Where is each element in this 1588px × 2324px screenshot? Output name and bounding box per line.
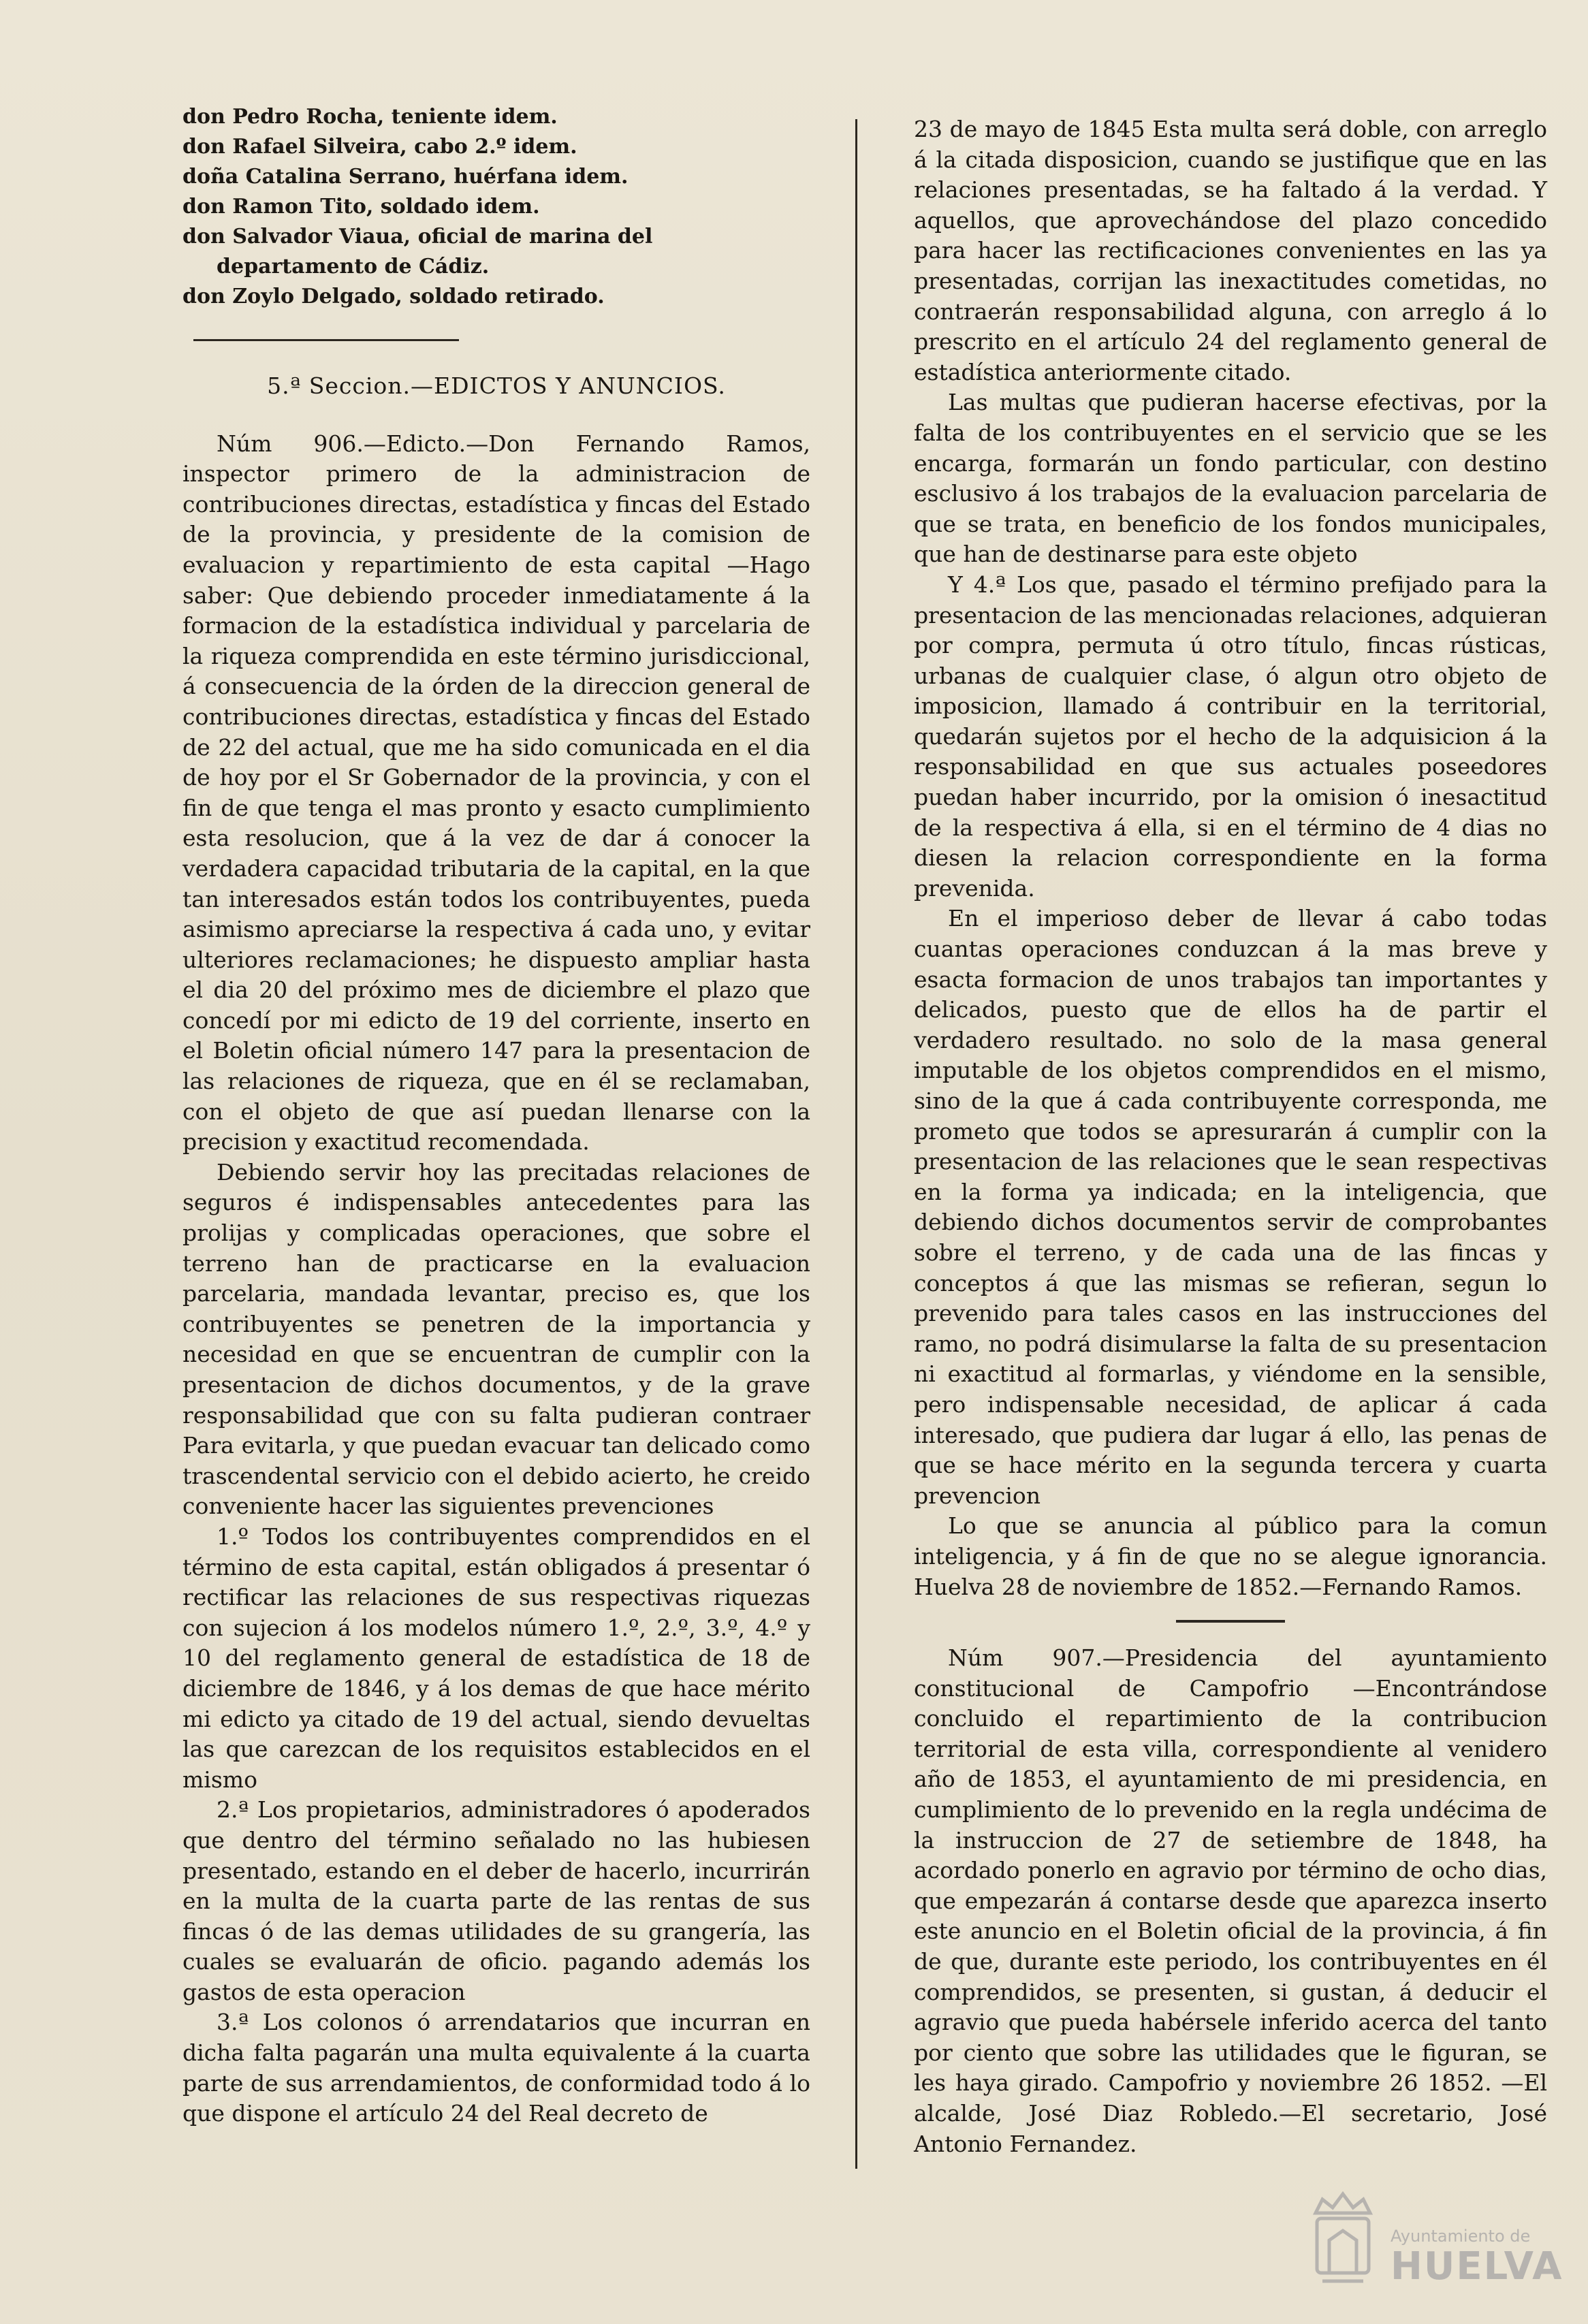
personnel-list [182,102,810,312]
column-rule [855,119,857,2169]
edict-906-paragraph: Y 4.ª Los que, pasado el término prefijado para la presentacion de las mencionadas relaciones, adquieran por compra, permuta ú otro título, fincas rústicas, urbanas de cualquier clase, ó algun otro objeto de imposicion, llamado á contribuir en la territorial, quedarán sujetos por el hecho de la adquisicion á la responsabilidad en que sus actuales poseedores puedan haber incurrido, por la omision ó inesactitud de la respectiva á ella, si en el término de 4 dias no diesen la relacion correspondiente en la forma prevenida. [914,571,1547,902]
edict-906-paragraph: En el imperioso deber de llevar á cabo todas cuantas operaciones conduzcan á la mas breve y esacta formacion de unos trabajos tan importantes y delicados, puesto que de ellos ha de partir el verdadero resultado. no solo de la masa general imputable de los objetos comprendidos en el mismo, sino de la que á cada contribuyente corresponda, me prometo que todos se apresurarán á cumplir con la presentacion de las relaciones que le sean respectivas en la forma ya indicada; en la inteligencia, que debiendo dichos documentos servir de comprobantes sobre el terreno, y de cada una de las fincas y conceptos á que las mismas se refieran, segun lo prevenido para tales casos en las instrucciones del ramo, no podrá disimularse la falta de su presentacion ni exactitud al formarlas, y viéndome en la sensible, pero indispensable necesidad, de aplicar á cada interesado, que pudiera dar lugar á ello, las penas de que se hace mérito en la segunda tercera y cuarta prevencion [914,905,1547,1509]
section-title: 5.ª Seccion.—EDICTOS Y ANUNCIOS. [267,372,726,399]
list-item: don Ramon Tito, soldado idem. [182,195,540,219]
list-item: doña Catalina Serrano, huérfana idem. [182,165,629,189]
divider [1176,1620,1285,1623]
edict-906-paragraph: 1.º Todos los contribuyentes comprendidos en el término de esta capital, están obligados á presentar ó rectificar las relaciones de sus respectivas riquezas con sujecion á los modelos número 1.º, 2.º, 3.º, 4.º y 10 del reglamento general de estadística de 18 de diciembre de 1846, y á los demas de que hace mérito mi edicto ya citado de 19 del actual, siendo devueltas las que carezcan de los requisitos establecidos en el mismo [182,1523,810,1793]
list-item: don Pedro Rocha, teniente idem. [182,105,558,129]
divider [193,339,459,341]
edict-906-closing: Lo que se anuncia al público para la comun inteligencia, y á fin de que no se alegue ignorancia. Huelva 28 de noviembre de 1852.—Fernando Ramos. [914,1512,1547,1600]
list-item: don Zoylo Delgado, soldado retirado. [182,285,605,308]
edict-906-paragraph: 23 de mayo de 1845 Esta multa será doble, con arreglo á la citada disposicion, cuando se justifique que en las relaciones presentadas, se ha faltado á la verdad. Y aquellos, que aprovechándose del plazo concedido para hacer las rectificaciones convenientes en las ya presentadas, corrijan las inexactitudes cometidas, no contraerán responsabilidad alguna, con arreglo á lo prescrito en el artículo 24 del reglamento general de estadística anteriormente citado. [914,116,1547,385]
huelva-watermark [1302,2186,1563,2295]
edict-906-paragraph: 2.ª Los propietarios, administradores ó apoderados que dentro del término señalado no las hubiesen presentado, estando en el deber de hacerlo, incurrirán en la multa de la cuarta parte de las rentas de sus fincas ó de las demas utilidades de su grangería, las cuales se evaluarán de oficio. pagando además los gastos de esta operacion [182,1796,810,2005]
left-column [182,102,810,2129]
city-crest-icon [1302,2186,1384,2288]
notice-907-paragraph: Núm 907.—Presidencia del ayuntamiento constitucional de Campofrio —Encontrándose concluido el repartimiento de la contribucion territorial de esta villa, correspondiente al venidero año de 1853, el ayuntamiento de mi presidencia, en cumplimiento de lo prevenido en la regla undécima de la instruccion de 27 de setiembre de 1848, ha acordado ponerlo en agravio por término de ocho dias, que empezarán á contarse desde que aparezca inserto este anuncio en el Boletin oficial de la provincia, á fin de que, durante este periodo, los contribuyentes en él comprendidos, se presenten, si gustan, á deducir el agravio que pueda habérsele inferido acerca del tanto por ciento que sobre las utilidades que le figuran, se les haya girado. Campofrio y noviembre 26 1852. —El alcalde, José Diaz Robledo.—El secretario, José Antonio Fernandez. [914,1644,1547,2157]
watermark-line2: HUELVA [1391,2244,1563,2289]
right-column [914,114,1547,2159]
edict-906-paragraph: Núm 906.—Edicto.—Don Fernando Ramos, inspector primero de la administracion de contribuciones directas, estadística y fincas del Estado de la provincia, y presidente de la comision de evaluacion y repartimiento de esta capital —Hago saber: Que debiendo proceder inmediatamente á la formacion de la estadística individual y parcelaria de la riqueza comprendida en este término jurisdiccional, á consecuencia de la órden de la direccion general de contribuciones directas, estadística y fincas del Estado de 22 del actual, que me ha sido comunicada en el dia de hoy por el Sr Gobernador de la provincia, y con el fin de que tenga el mas pronto y esacto cumplimiento esta resolucion, que á la vez de dar á conocer la verdadera capacidad tributaria de la capital, en la que tan interesados están todos los contribuyentes, pueda asimismo apreciarse la respectiva á cada uno, y evitar ulteriores reclamaciones; he dispuesto ampliar hasta el dia 20 del próximo mes de diciembre el plazo que concedí por mi edicto de 19 del corriente, inserto en el Boletin oficial número 147 para la presentacion de las relaciones de riqueza, que en él se reclamaban, con el objeto de que así puedan llenarse con la precision y exactitud recomendada. [182,430,810,1156]
edict-906-paragraph: 3.ª Los colonos ó arrendatarios que incurran en dicha falta pagarán una multa equivalente á la cuarta parte de sus arrendamientos, de conformidad todo á lo que dispone el artículo 24 del Real decreto de [182,2009,810,2127]
edict-906-paragraph: Las multas que pudieran hacerse efectivas, por la falta de los contribuyentes en el servicio que se les encarga, formarán un fondo particular, con destino esclusivo á los trabajos de la evaluacion parcelaria de que se trata, en beneficio de los fondos municipales, que han de destinarse para este objeto [914,389,1547,568]
edict-906-paragraph: Debiendo servir hoy las precitadas relaciones de seguros é indispensables antecedentes para las prolijas y complicadas operaciones, que sobre el terreno han de practicarse en la evaluacion parcelaria, mandada levantar, preciso es, que los contribuyentes se penetren de la importancia y necesidad en que se encuentran de cumplir con la presentacion de dichos documentos, y de la grave responsabilidad que con su falta pudieran contraer Para evitarla, y que puedan evacuar tan delicado como trascendental servicio con el debido acierto, he creido conveniente hacer las siguientes prevenciones [182,1158,810,1520]
list-item: don Rafael Silveira, cabo 2.º idem. [182,135,577,159]
watermark-line1: Ayuntamiento de [1391,2227,1531,2246]
list-item: don Salvador Viaua, oficial de marina del departamento de Cádiz. [182,225,653,278]
